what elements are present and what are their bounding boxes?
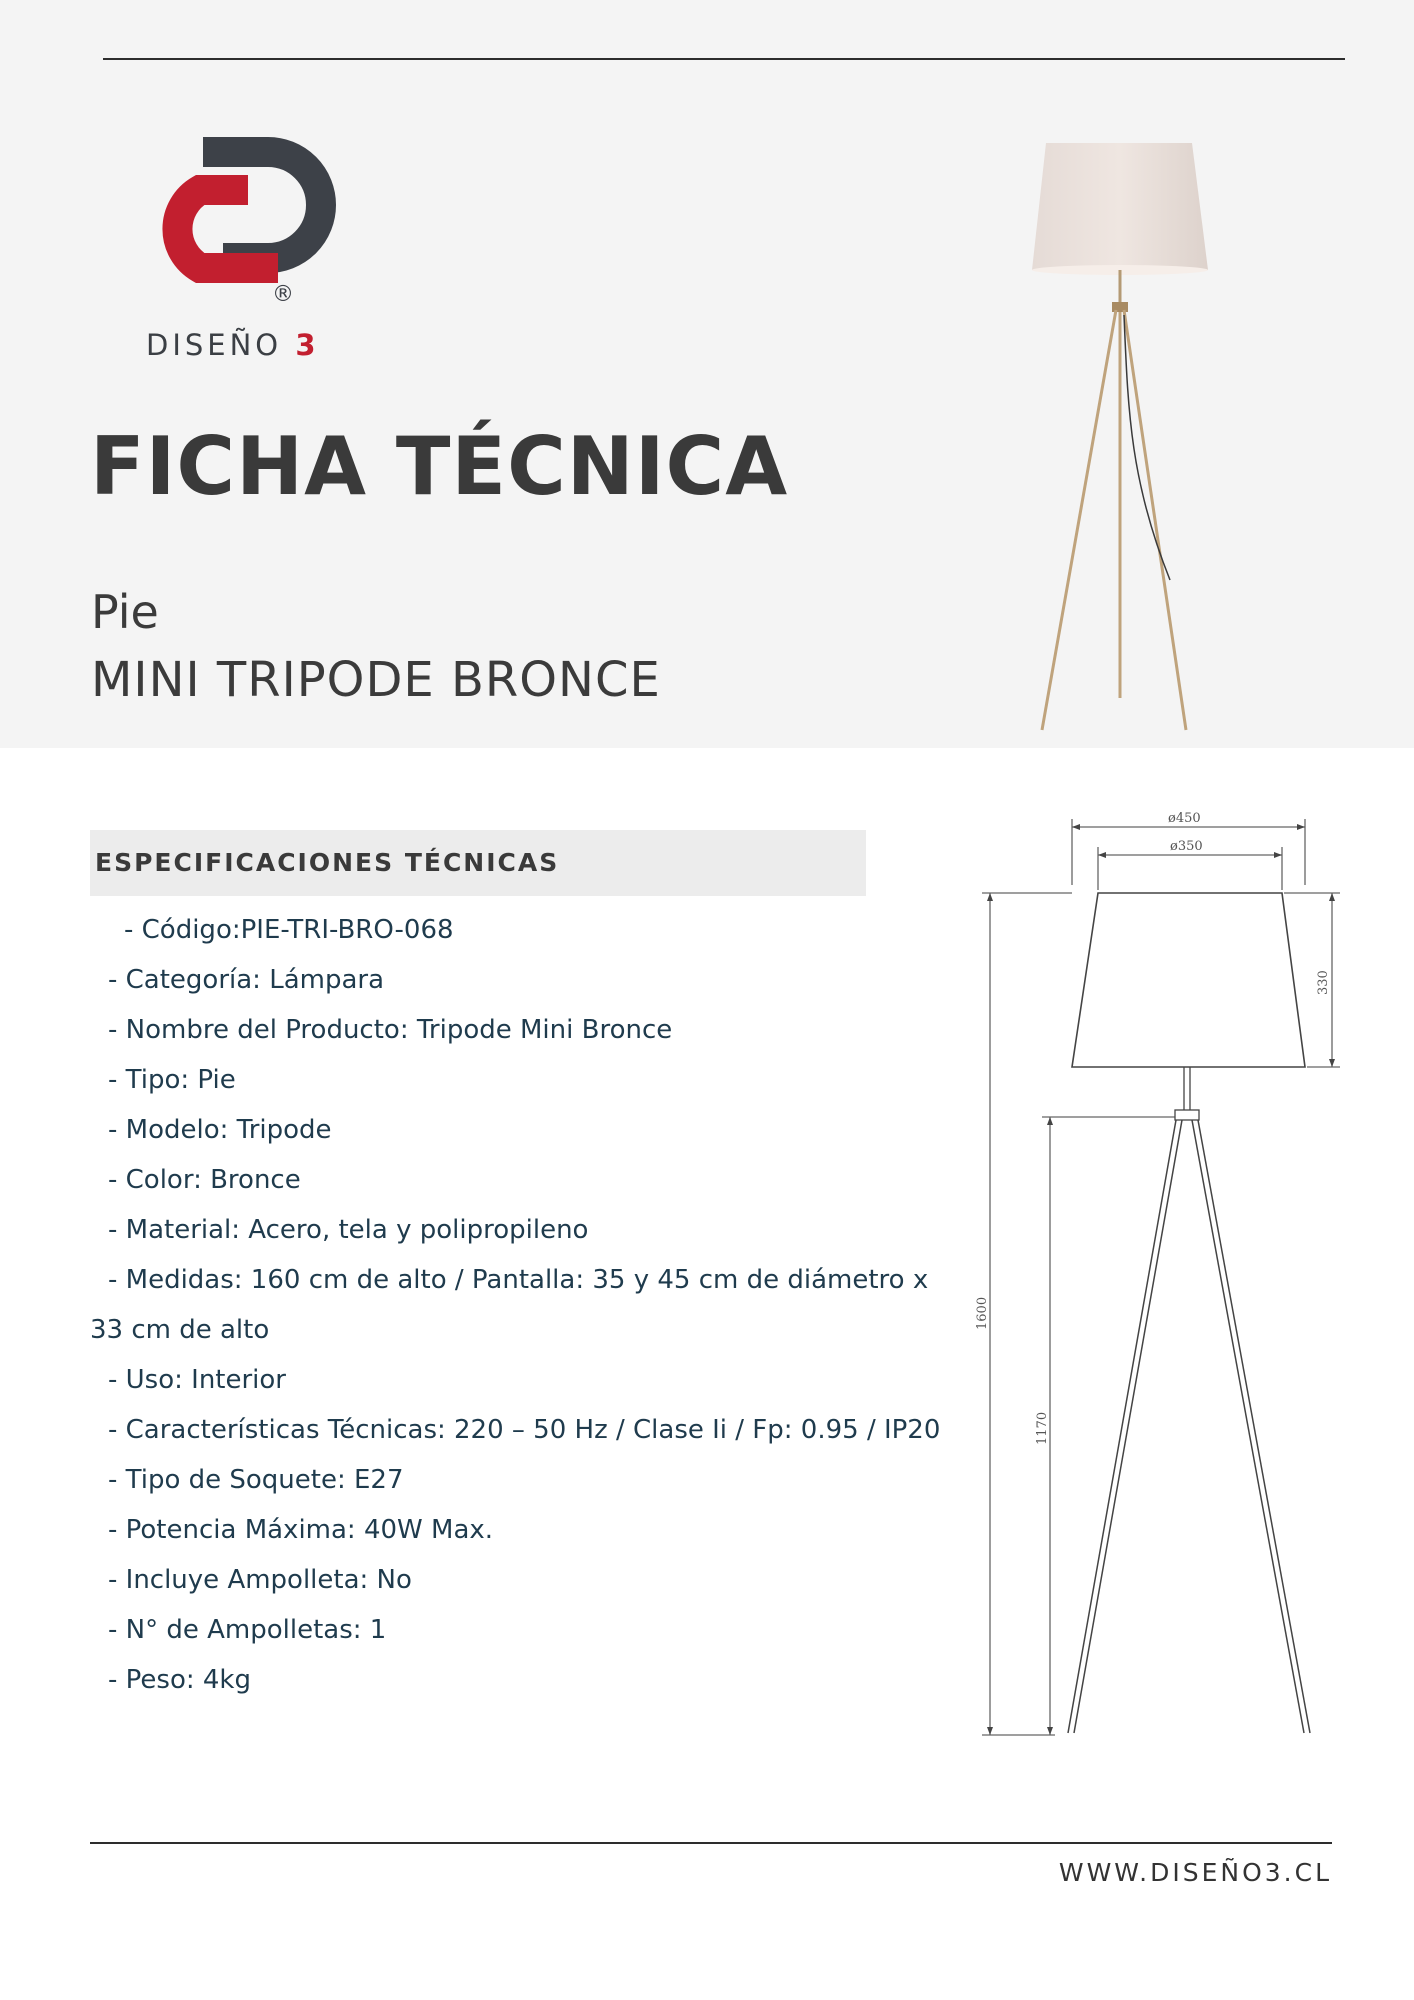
dim-330-label: 330 xyxy=(1316,970,1331,995)
lamp-photo xyxy=(1020,130,1220,735)
spec-item: - Tipo de Soquete: E27 xyxy=(108,1465,404,1495)
spec-item: - Medidas: 160 cm de alto / Pantalla: 35 y 45 cm de diámetro x 33 cm de alto xyxy=(90,1265,929,1345)
spec-item: - N° de Ampolletas: 1 xyxy=(108,1615,387,1645)
page-title: FICHA TÉCNICA xyxy=(90,420,789,513)
top-divider xyxy=(103,58,1345,60)
specs-heading-bar xyxy=(90,830,866,896)
spec-item: - Código:PIE-TRI-BRO-068 xyxy=(124,915,454,945)
spec-item: - Peso: 4kg xyxy=(108,1665,251,1695)
diseno3-logo-icon xyxy=(128,130,348,290)
brand-number: 3 xyxy=(295,328,320,362)
spec-list xyxy=(90,905,950,1705)
dim-1170-label: 1170 xyxy=(1035,1411,1050,1445)
dimension-diagram xyxy=(960,805,1406,1750)
spec-item: - Color: Bronce xyxy=(108,1165,301,1195)
spec-item: - Tipo: Pie xyxy=(108,1065,236,1095)
spec-item: - Uso: Interior xyxy=(108,1365,287,1395)
spec-item: - Modelo: Tripode xyxy=(108,1115,332,1145)
brand-word: DISEÑO xyxy=(146,328,283,362)
website-link[interactable]: WWW.DISEÑO3.CL xyxy=(1058,1858,1332,1887)
spec-item: - Material: Acero, tela y polipropileno xyxy=(108,1215,589,1245)
specs-heading: ESPECIFICACIONES TÉCNICAS xyxy=(95,848,560,877)
spec-item: - Características Técnicas: 220 – 50 Hz / Clase Ii / Fp: 0.95 / IP20 xyxy=(108,1415,941,1445)
dim-1600-label: 1600 xyxy=(975,1296,990,1330)
brand-name xyxy=(146,328,320,362)
bottom-divider xyxy=(90,1842,1332,1844)
dim-450-label: ø450 xyxy=(1168,811,1201,826)
spec-item: - Potencia Máxima: 40W Max. xyxy=(108,1515,494,1545)
spec-item: - Nombre del Producto: Tripode Mini Bronce xyxy=(108,1015,673,1045)
product-name: MINI TRIPODE BRONCE xyxy=(91,652,661,708)
spec-item: - Incluye Ampolleta: No xyxy=(108,1565,412,1595)
product-category: Pie xyxy=(91,585,159,639)
dim-350-label: ø350 xyxy=(1170,839,1203,854)
spec-item: - Categoría: Lámpara xyxy=(108,965,385,995)
registered-mark: ® xyxy=(272,282,294,307)
